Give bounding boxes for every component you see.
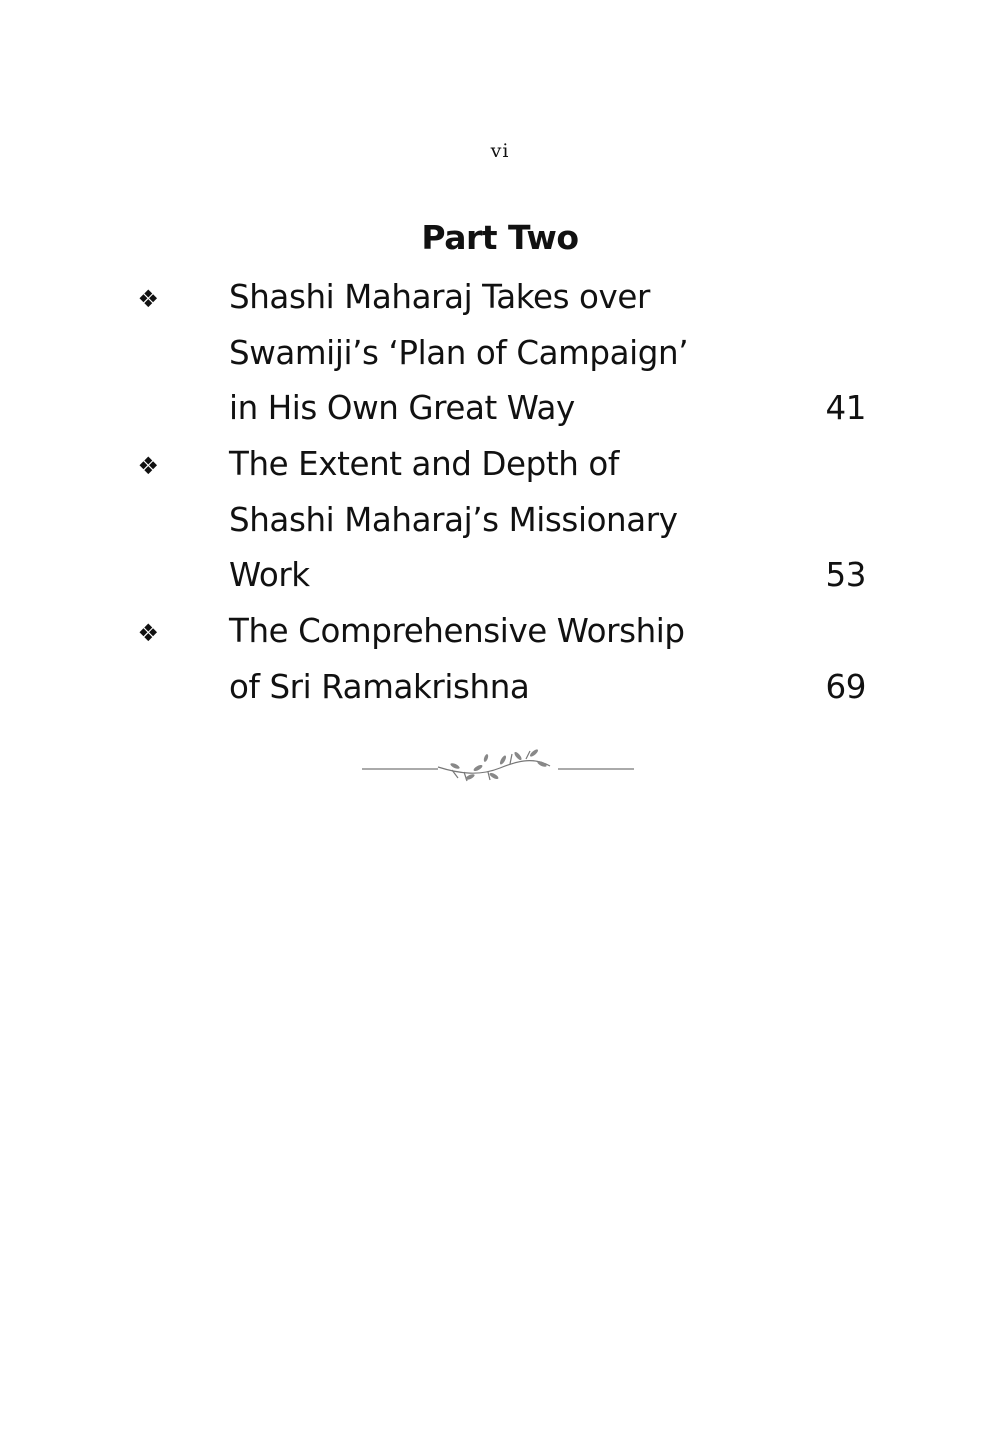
toc-entry — [0, 437, 1000, 604]
page-number: vi — [490, 140, 510, 162]
toc-line — [0, 381, 1000, 437]
toc-entry-title-line: Work — [229, 556, 310, 595]
toc-entry-title-line: Swamiji’s ‘Plan of Campaign’ — [229, 333, 689, 372]
toc-line — [0, 604, 1000, 660]
toc-line — [0, 548, 1000, 604]
toc-entry-title-line: of Sri Ramakrishna — [229, 667, 530, 706]
section-title: Part Two — [421, 218, 579, 257]
toc-page-number: 41 — [825, 389, 866, 428]
leafy-vine-divider-icon — [360, 744, 640, 784]
toc-entry — [0, 270, 1000, 437]
toc-entry-title-line: Shashi Maharaj’s Missionary — [229, 500, 678, 539]
toc-entry-title-line: Shashi Maharaj Takes over — [229, 278, 650, 316]
diamond-bullet-icon: ❖ — [137, 285, 159, 313]
diamond-bullet-icon: ❖ — [137, 452, 159, 481]
toc-line — [0, 270, 1000, 326]
toc-entry-title-line: The Comprehensive Worship — [229, 612, 685, 651]
table-of-contents — [0, 270, 1000, 716]
toc-page-number: 69 — [825, 667, 866, 706]
toc-entry — [0, 604, 1000, 715]
toc-line — [0, 326, 1000, 382]
toc-line — [0, 660, 1000, 716]
toc-line — [0, 437, 1000, 493]
toc-line — [0, 493, 1000, 549]
diamond-bullet-icon: ❖ — [137, 619, 159, 648]
toc-page-number: 53 — [825, 556, 866, 595]
toc-entry-title-line: in His Own Great Way — [229, 389, 575, 428]
toc-entry-title-line: The Extent and Depth of — [229, 445, 619, 484]
